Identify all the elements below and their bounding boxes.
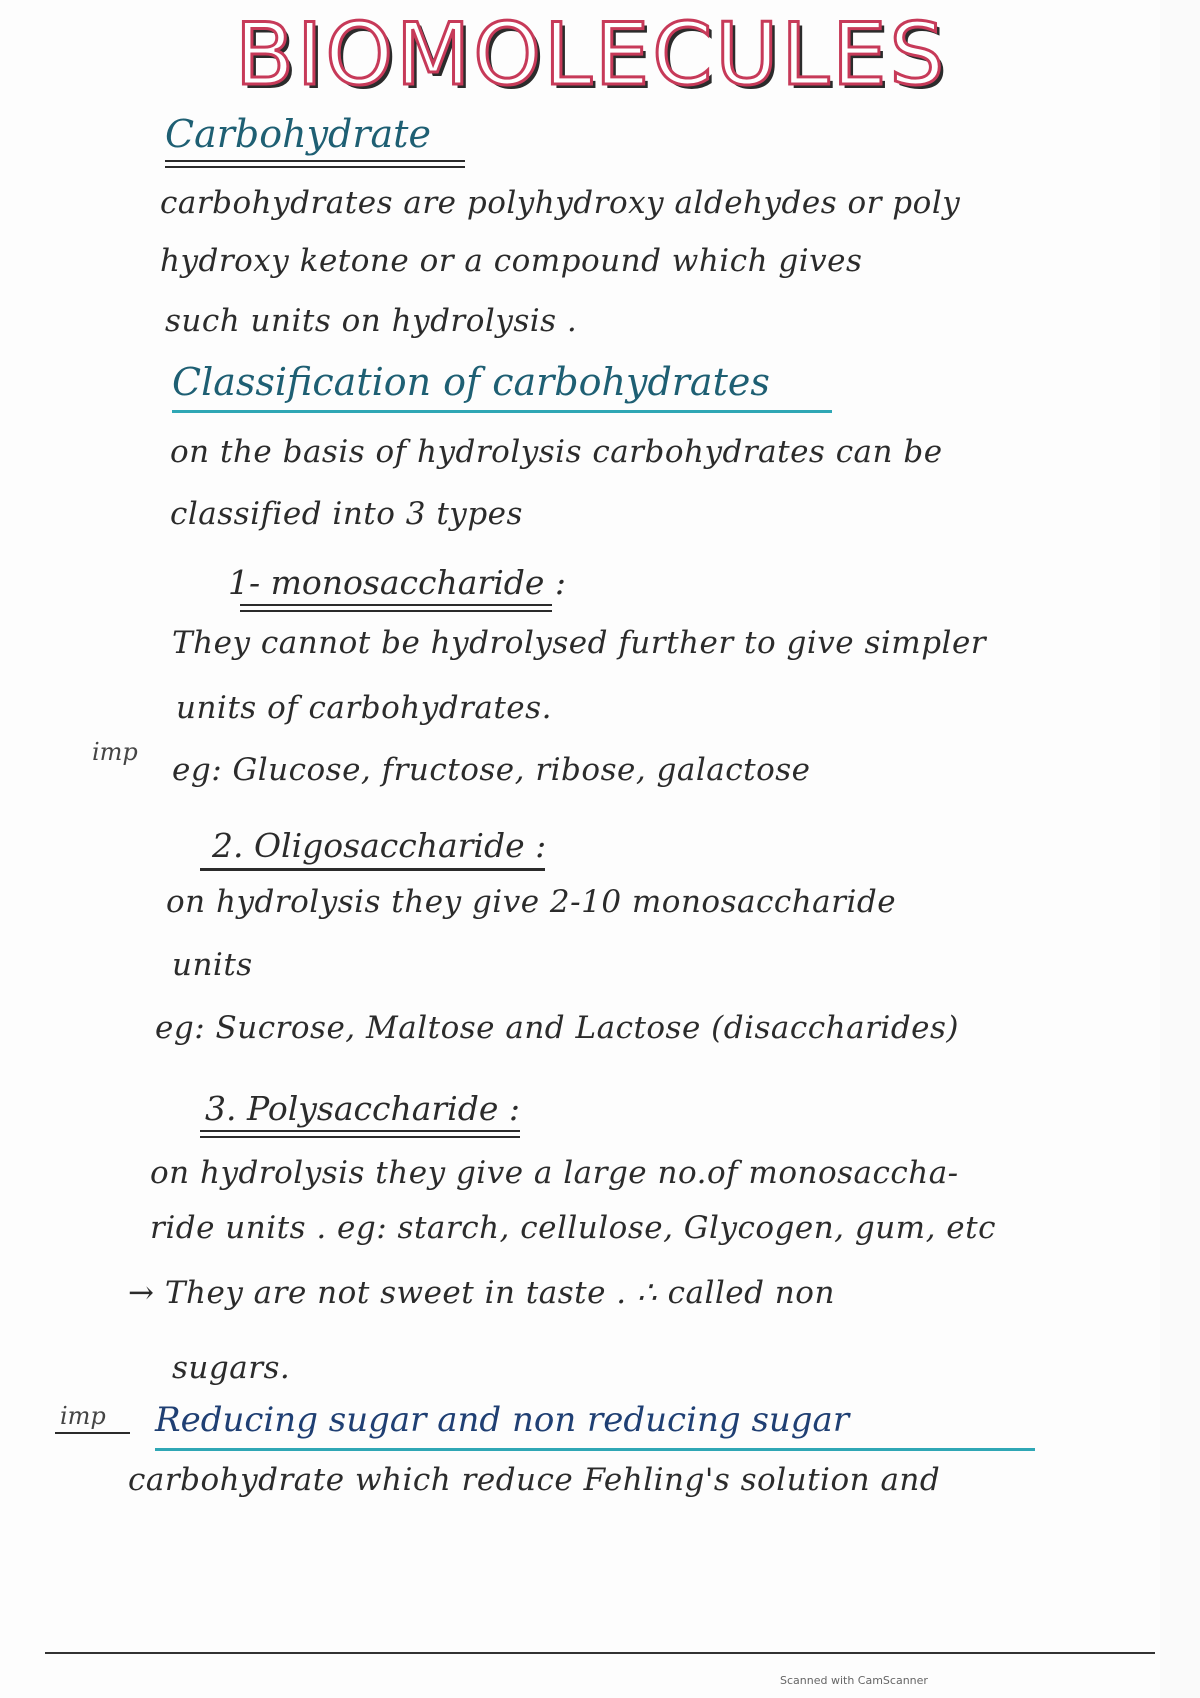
monosaccharide-example: eg: Glucose, fructose, ribose, galactose bbox=[172, 752, 811, 788]
heading-underline bbox=[155, 1448, 1035, 1451]
monosaccharide-line: They cannot be hydrolysed further to give simpler bbox=[172, 625, 987, 661]
classification-line: on the basis of hydrolysis carbohydrates can be bbox=[170, 434, 943, 470]
page-bottom-rule bbox=[45, 1652, 1155, 1654]
reducing-sugar-line: carbohydrate which reduce Fehling's solution and bbox=[128, 1462, 941, 1498]
oligosaccharide-line: on hydrolysis they give 2-10 monosaccharide bbox=[166, 884, 897, 920]
subhead-underline bbox=[240, 604, 552, 612]
definition-line: carbohydrates are polyhydroxy aldehydes or poly bbox=[160, 185, 961, 221]
imp-underline bbox=[55, 1432, 130, 1434]
polysaccharide-line: → They are not sweet in taste . ∴ called non bbox=[128, 1275, 835, 1311]
oligosaccharide-label: 2. Oligosaccharide : bbox=[212, 826, 547, 865]
definition-line: hydroxy ketone or a compound which gives bbox=[160, 243, 863, 279]
polysaccharide-line: sugars. bbox=[172, 1350, 291, 1386]
imp-note: imp bbox=[92, 738, 138, 766]
polysaccharide-label: 3. Polysaccharide : bbox=[205, 1089, 520, 1128]
heading-underline bbox=[165, 160, 465, 168]
subhead-underline bbox=[200, 1130, 520, 1138]
polysaccharide-line: on hydrolysis they give a large no.of monosaccha- bbox=[150, 1155, 959, 1191]
heading-underline bbox=[172, 410, 832, 413]
page-title: BIOMOLECULES bbox=[235, 5, 948, 105]
definition-line: such units on hydrolysis . bbox=[165, 303, 578, 339]
imp-note: imp bbox=[60, 1402, 106, 1430]
oligosaccharide-example: eg: Sucrose, Maltose and Lactose (disaccharides) bbox=[155, 1010, 960, 1046]
oligosaccharide-line: units bbox=[172, 947, 253, 983]
monosaccharide-line: units of carbohydrates. bbox=[176, 690, 552, 726]
section-heading-classification: Classification of carbohydrates bbox=[172, 360, 770, 404]
scanner-watermark: Scanned with CamScanner bbox=[780, 1674, 928, 1687]
polysaccharide-line: ride units . eg: starch, cellulose, Glycogen, gum, etc bbox=[150, 1210, 996, 1246]
section-heading-carbohydrate: Carbohydrate bbox=[165, 112, 431, 156]
monosaccharide-label: 1- monosaccharide : bbox=[228, 563, 567, 602]
subhead-underline bbox=[200, 868, 545, 871]
section-heading-reducing-sugar: Reducing sugar and non reducing sugar bbox=[155, 1400, 850, 1440]
classification-line: classified into 3 types bbox=[170, 496, 523, 532]
page-edge bbox=[1160, 0, 1200, 1698]
